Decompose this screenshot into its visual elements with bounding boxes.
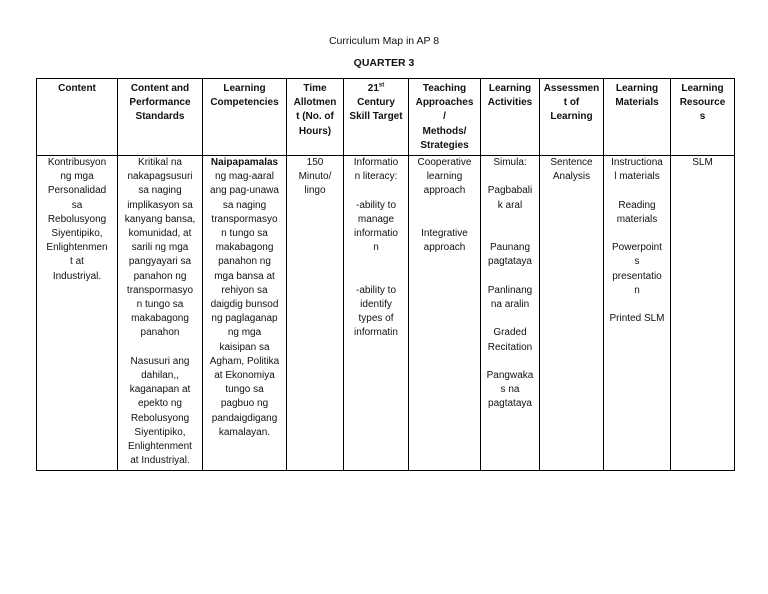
header-learning-resources: Learning Resource s [671,79,735,156]
header-skill-target [344,79,409,156]
cell-learning-resources: SLM [671,156,735,471]
header-learning-materials: Learning Materials [604,79,671,156]
header-skill-superscript: st [378,82,385,89]
competencies-text: ng mag-aaral ang pag-unawa sa naging transpormasyo n tungo sa makabagong panahon ng mga bansa at rehiyon sa daigdig bunsod ng paglaganap ng mga kaisipan sa Agham, Politika at Ekonomiya tungo sa pagbuo ng pandaigdigang kamalayan. [209,171,280,438]
header-content: Content [37,79,118,156]
quarter-heading: QUARTER 3 [353,57,415,69]
cell-assessment: Sentence Analysis [540,156,604,471]
header-skill-number: 21 [367,83,379,94]
cell-standards: Kritikal na nakapagsusuri sa naging implikasyon sa kanyang bansa, komunidad, at sarili ng mga pangyayari sa panahon ng transpormasyo n tungo sa makabagong panahon Nasusuri ang dahilan,, kaganapan at epekto ng Rebolusyong Siyentipiko, Enlightenment at Industriyal. [118,156,203,471]
competencies-bold-lead: Naipapamalas [210,157,279,169]
cell-content: Kontribusyon ng mga Personalidad sa Rebolusyong Siyentipiko, Enlightenmen t at Industriyal. [37,156,118,471]
cell-learning-activities: Simula: Pagbabali k aral Paunang pagtataya Panlinang na aralin Graded Recitation Pangwaka s na pagtataya [481,156,540,471]
cell-learning-materials: Instructiona l materials Reading materials Powerpoint s presentatio n Printed SLM [604,156,671,471]
header-competencies: Learning Competencies [203,79,287,156]
table-row [37,156,735,471]
cell-skill-target: Informatio n literacy: -ability to manage informatio n -ability to identify types of informatin [344,156,409,471]
header-row [37,79,735,156]
header-standards: Content and Performance Standards [118,79,203,156]
header-skill-label: Century Skill Target [349,97,403,123]
header-learning-activities: Learning Activities [481,79,540,156]
cell-competencies [203,156,287,471]
cell-teaching-approaches: Cooperative learning approach Integrative approach [409,156,481,471]
cell-time-allotment: 150 Minuto/ lingo [287,156,344,471]
header-teaching-approaches: Teaching Approaches / Methods/ Strategies [409,79,481,156]
header-assessment: Assessmen t of Learning [540,79,604,156]
header-time-allotment: Time Allotmen t (No. of Hours) [287,79,344,156]
document-title: Curriculum Map in AP 8 [328,35,440,47]
curriculum-map-table [36,78,735,471]
